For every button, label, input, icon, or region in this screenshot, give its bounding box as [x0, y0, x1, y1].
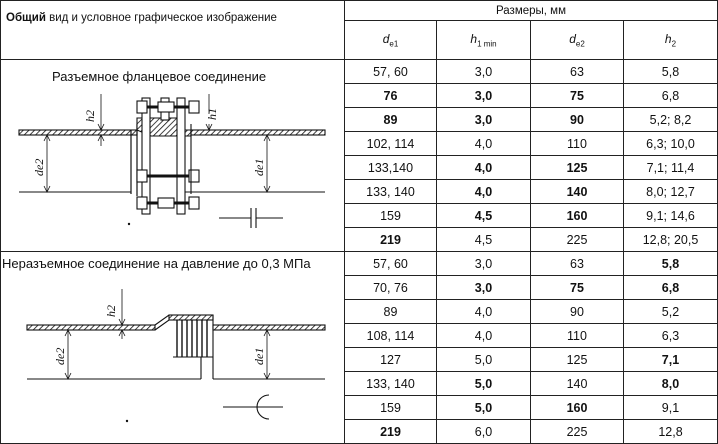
cell-h1: 3,0: [437, 252, 531, 276]
cell-de2: 160: [531, 396, 624, 420]
cell-de2: 90: [531, 300, 624, 324]
cell-de2: 140: [531, 372, 624, 396]
cell-h2: 5,2: [624, 300, 718, 324]
cell-h2: 7,1: [624, 348, 718, 372]
label-de1-fixed: de1: [252, 347, 266, 365]
fixed-connection-title: Неразъемное соединение на давление до 0,3 МПа: [2, 256, 311, 271]
cell-de2: 125: [531, 348, 624, 372]
cell-de2: 63: [531, 60, 624, 84]
cell-h1: 4,5: [437, 228, 531, 252]
cell-h1: 4,0: [437, 180, 531, 204]
flange-connection-title: Разъемное фланцевое соединение: [52, 69, 267, 84]
cell-h1: 5,0: [437, 372, 531, 396]
cell-h2: 5,8: [624, 252, 718, 276]
cell-de1: 57, 60: [345, 252, 437, 276]
cell-h2: 6,3: [624, 324, 718, 348]
label-de2-fixed: de2: [53, 347, 67, 365]
cell-de1: 76: [345, 84, 437, 108]
cell-h1: 5,0: [437, 348, 531, 372]
cell-de2: 75: [531, 84, 624, 108]
cell-de1: 57, 60: [345, 60, 437, 84]
cell-h2: 6,3; 10,0: [624, 132, 718, 156]
cell-de2: 110: [531, 132, 624, 156]
column-header-h1-min: $h_{1 min}$: [437, 21, 531, 60]
label-de2: de2: [32, 158, 46, 176]
flange-connection-drawing: [1, 84, 341, 246]
cell-de1: 159: [345, 396, 437, 420]
column-header-de2: $d_{e2}$: [531, 21, 624, 60]
cell-h1: 6,0: [437, 420, 531, 444]
cell-h2: 7,1; 11,4: [624, 156, 718, 180]
cell-de2: 140: [531, 180, 624, 204]
cell-de1: 89: [345, 300, 437, 324]
label-h1: h1: [205, 108, 219, 120]
cell-de2: 225: [531, 420, 624, 444]
general-view-header-bold: Общий: [6, 12, 46, 24]
cell-h2: 5,2; 8,2: [624, 108, 718, 132]
fixed-connection-cell: [1, 252, 345, 444]
general-view-header-text: вид и условное графическое изображение: [45, 12, 277, 24]
cell-h1: 4,5: [437, 204, 531, 228]
cell-de2: 125: [531, 156, 624, 180]
cell-de2: 225: [531, 228, 624, 252]
cell-h1: 3,0: [437, 108, 531, 132]
column-header-de1: $d_{e1}$: [345, 21, 437, 60]
cell-de2: 160: [531, 204, 624, 228]
cell-de2: 90: [531, 108, 624, 132]
table-row: [1, 60, 718, 84]
cell-h1: 4,0: [437, 132, 531, 156]
table-row: [1, 252, 718, 276]
cell-h2: 9,1: [624, 396, 718, 420]
cell-de1: 219: [345, 420, 437, 444]
label-h2-fixed: h2: [104, 305, 118, 317]
cell-de1: 102, 114: [345, 132, 437, 156]
label-de1: de1: [252, 158, 266, 176]
cell-h2: 8,0: [624, 372, 718, 396]
cell-h2: 12,8; 20,5: [624, 228, 718, 252]
sizes-header: Размеры, мм: [345, 1, 718, 21]
cell-de1: 108, 114: [345, 324, 437, 348]
cell-de1: 133, 140: [345, 180, 437, 204]
cell-h2: 6,8: [624, 276, 718, 300]
cell-h2: 5,8: [624, 60, 718, 84]
table-body: [1, 60, 718, 444]
cell-de1: 89: [345, 108, 437, 132]
cell-de1: 127: [345, 348, 437, 372]
cell-h1: 5,0: [437, 396, 531, 420]
cell-h1: 3,0: [437, 60, 531, 84]
cell-de1: 70, 76: [345, 276, 437, 300]
cell-h2: 6,8: [624, 84, 718, 108]
cell-de1: 219: [345, 228, 437, 252]
cell-h1: 4,0: [437, 156, 531, 180]
cell-h2: 12,8: [624, 420, 718, 444]
label-h2: h2: [83, 110, 97, 122]
cell-h1: 3,0: [437, 84, 531, 108]
cell-h1: 4,0: [437, 300, 531, 324]
flange-connection-cell: [1, 60, 345, 252]
cell-de2: 110: [531, 324, 624, 348]
cell-de1: 133, 140: [345, 372, 437, 396]
column-header-h2: $h_2$: [624, 21, 718, 60]
cell-de1: 159: [345, 204, 437, 228]
cell-de1: 133,140: [345, 156, 437, 180]
cell-h2: 8,0; 12,7: [624, 180, 718, 204]
cell-de2: 63: [531, 252, 624, 276]
fixed-connection-drawing: [1, 271, 341, 437]
cell-h2: 9,1; 14,6: [624, 204, 718, 228]
general-view-header: [1, 1, 345, 60]
cell-de2: 75: [531, 276, 624, 300]
cell-h1: 4,0: [437, 324, 531, 348]
cell-h1: 3,0: [437, 276, 531, 300]
